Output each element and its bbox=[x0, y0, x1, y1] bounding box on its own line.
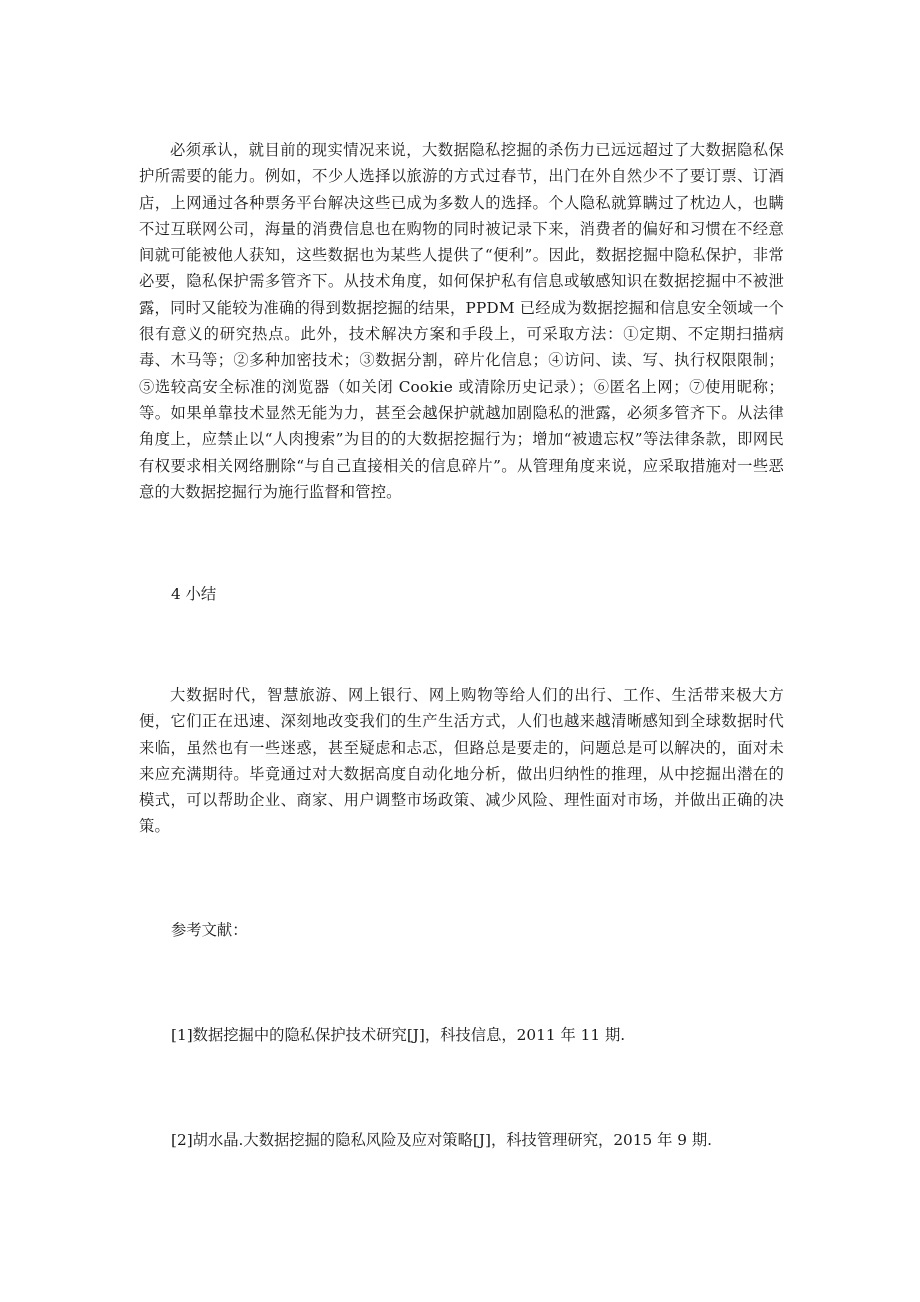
paragraph-privacy-protection: 必须承认，就目前的现实情况来说，大数据隐私挖掘的杀伤力已远远超过了大数据隐私保护所需要的能力。例如，不少人选择以旅游的方式过春节，出门在外自然少不了要订票、订酒店，上网通过各种票务平台解决这些已成为多数人的选择。个人隐私就算瞒过了枕边人，也瞒不过互联网公司，海量的消费信息也在购物的同时被记录下来，消费者的偏好和习惯在不经意间就可能被他人获知，这些数据也为某些人提供了“便利”。因此，数据挖掘中隐私保护，非常必要，隐私保护需多管齐下。从技术角度，如何保护私有信息或敏感知识在数据挖掘中不被泄露，同时又能较为准确的得到数据挖掘的结果，PPDM 已经成为数据挖掘和信息安全领域一个很有意义的研究热点。此外，技术解决方案和手段上，可采取方法：①定期、不定期扫描病毒、木马等；②多种加密技术；③数据分割，碎片化信息；④访问、读、写、执行权限限制；⑤选较高安全标准的浏览器（如关闭 Cookie 或清除历史记录）；⑥匿名上网；⑦使用昵称；等。如果单靠技术显然无能为力，甚至会越保护就越加剧隐私的泄露，必须多管齐下。从法律角度上，应禁止以“人肉搜索”为目的的大数据挖掘行为；增加“被遗忘权”等法律条款，即网民有权要求相关网络删除“与自己直接相关的信息碎片”。从管理角度来说，应采取措施对一些恶意的大数据挖掘行为施行监督和管控。 bbox=[139, 141, 784, 501]
reference-item-2: [2]胡水晶.大数据挖掘的隐私风险及应对策略[J]，科技管理研究，2015 年 9 期. bbox=[171, 1131, 713, 1149]
paragraph-summary: 大数据时代，智慧旅游、网上银行、网上购物等给人们的出行、工作、生活带来极大方便，它们正在迅速、深刻地改变我们的生产生活方式，人们也越来越清晰感知到全球数据时代来临，虽然也有一些迷惑，甚至疑虑和忐忑，但路总是要走的，问题总是可以解决的，面对未来应充满期待。毕竟通过对大数据高度自动化地分析，做出归纳性的推理，从中挖掘出潜在的模式，可以帮助企业、商家、用户调整市场政策、减少风险、理性面对市场，并做出正确的决策。 bbox=[139, 686, 784, 836]
section-heading: 4 小结 bbox=[171, 585, 217, 603]
references-title: 参考文献： bbox=[171, 921, 248, 939]
reference-item-1: [1]数据挖掘中的隐私保护技术研究[J]，科技信息，2011 年 11 期. bbox=[171, 1026, 626, 1044]
